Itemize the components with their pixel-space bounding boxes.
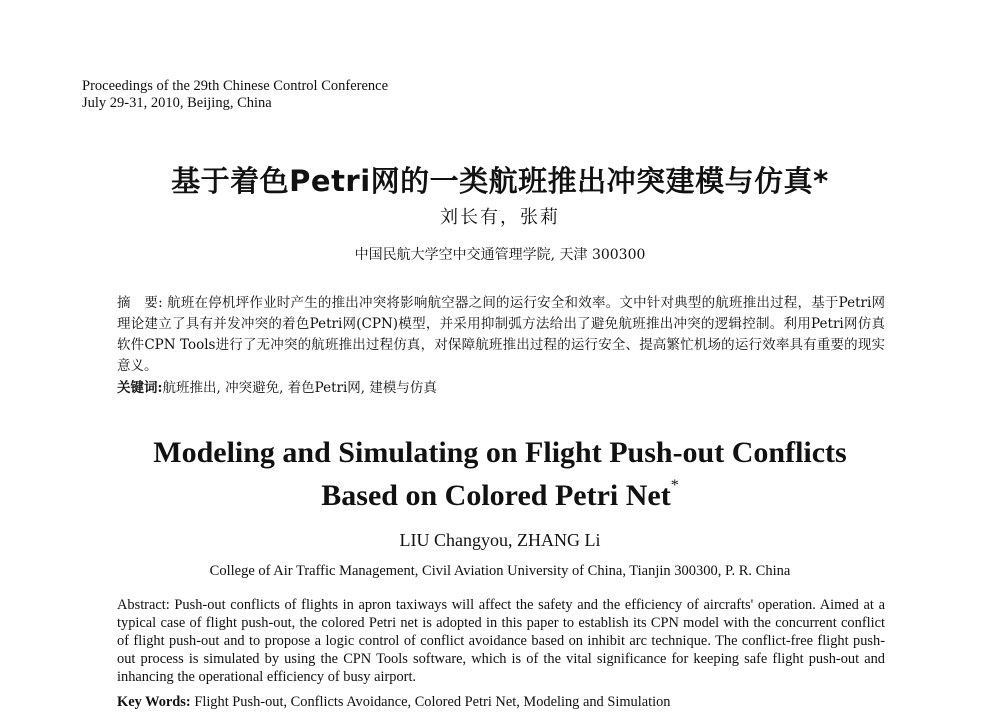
chinese-authors: 刘长有，张莉 bbox=[440, 207, 560, 228]
chinese-title: 基于着色Petri网的一类航班推出冲突建模与仿真* bbox=[171, 164, 829, 198]
chinese-abstract-label: 摘 要: bbox=[117, 295, 163, 311]
english-title-line2-wrap bbox=[0, 471, 1000, 514]
conference-date-location: July 29-31, 2010, Beijing, China bbox=[82, 95, 272, 111]
chinese-abstract-text: 航班在停机坪作业时产生的推出冲突将影响航空器之间的运行安全和效率。文中针对典型的航班推出过程，基于Petri网理论建立了具有并发冲突的着色Petri网(CPN)模型，并采用抑制弧方法给出了避免航班推出冲突的逻辑控制。利用Petri网仿真软件CPN Tools进行了无冲突的航班推出过程仿真，对保障航班推出过程的运行安全、提高繁忙机场的运行效率具有重要的现实意义。 bbox=[117, 295, 885, 374]
english-abstract-text: Push-out conflicts of flights in apron taxiways will affect the safety and the efficiency of aircrafts' operation. Aimed at a typical case of flight push-out, the colored Petri net is adopted in this paper to establish its CPN model with the concurrent conflict of flight push-out and to propose a logic control of conflict avoidance based on inhibit arc technique. The conflict-free flight push-out process is simulated by using the CPN Tools software, which is of the vital significance for keeping safe flight push-out and inhancing the operational efficiency of busy airport. bbox=[117, 597, 885, 685]
english-authors: LIU Changyou, ZHANG Li bbox=[399, 530, 601, 550]
english-abstract-label: Abstract: bbox=[117, 597, 170, 613]
english-affiliation: College of Air Traffic Management, Civil Aviation University of China, Tianjin 300300, P. R. China bbox=[209, 563, 791, 579]
chinese-keywords bbox=[117, 378, 885, 398]
english-title-line1: Modeling and Simulating on Flight Push-out Conflicts bbox=[153, 436, 847, 469]
english-abstract bbox=[117, 596, 885, 686]
conference-header bbox=[82, 78, 388, 112]
chinese-abstract bbox=[117, 293, 885, 377]
chinese-affiliation: 中国民航大学空中交通管理学院, 天津 300300 bbox=[354, 247, 646, 263]
english-keywords-label: Key Words: bbox=[117, 694, 191, 710]
english-title-line2: Based on Colored Petri Net bbox=[321, 479, 671, 512]
english-title bbox=[0, 434, 1000, 514]
chinese-keywords-label: 关键词: bbox=[117, 380, 163, 396]
chinese-keywords-text: 航班推出, 冲突避免, 着色Petri网, 建模与仿真 bbox=[162, 380, 437, 396]
english-keywords-text: Flight Push-out, Conflicts Avoidance, Colored Petri Net, Modeling and Simulation bbox=[194, 694, 671, 710]
english-keywords bbox=[117, 693, 885, 711]
conference-name: Proceedings of the 29th Chinese Control Conference bbox=[82, 78, 389, 94]
english-title-footnote-mark: * bbox=[670, 477, 679, 494]
